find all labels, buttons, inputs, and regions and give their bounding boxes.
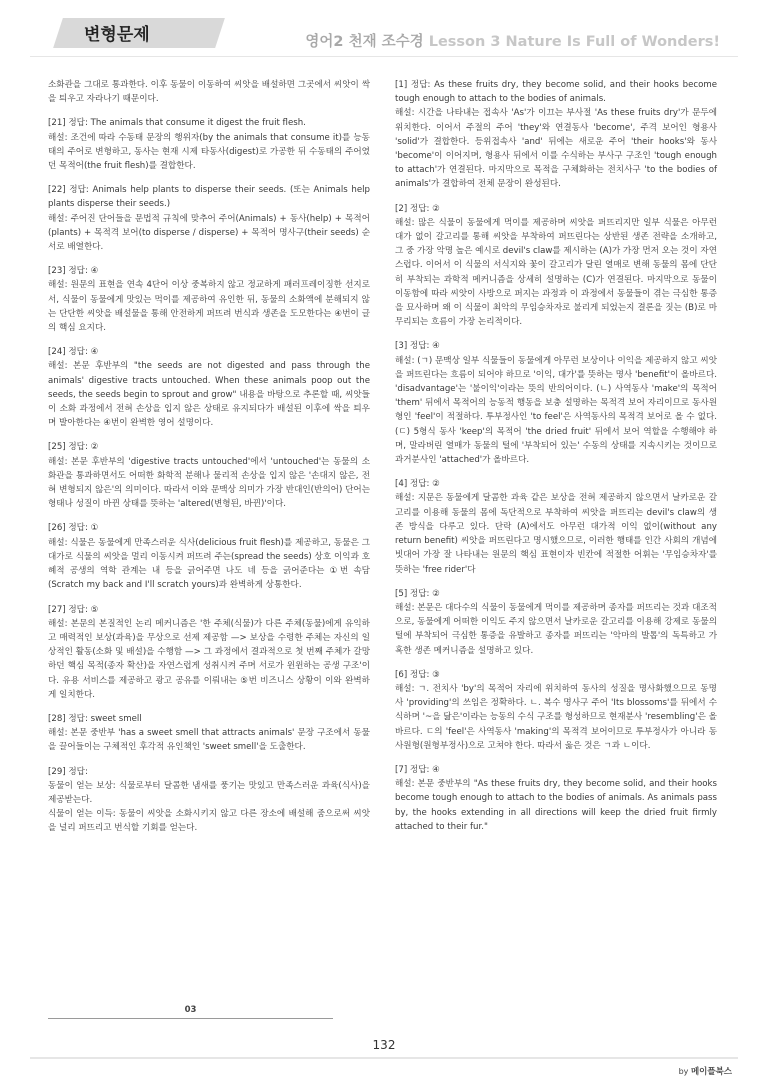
answer-block — [48, 521, 370, 592]
explanation-text: 동물이 얻는 보상: 식물로부터 달콤한 냄새를 풍기는 맛있고 만족스러운 과육(식사)을 제공받는다. — [48, 780, 370, 805]
answer-heading: [3] 정답: ④ — [395, 341, 440, 352]
explanation-text: 식물이 얻는 이득: 동물이 씨앗을 소화시키지 않고 다른 장소에 배설해 줌으로써 씨앗을 널리 퍼뜨리고 번식할 기회를 얻는다. — [48, 809, 370, 834]
answer-block — [48, 712, 370, 755]
course-title — [305, 30, 720, 51]
course-title-english: Lesson 3 Nature Is Full of Wonders! — [428, 34, 720, 50]
publisher-name: 메이플북스 — [690, 1067, 732, 1077]
explanation-text: 해설: 조건에 따라 수동태 문장의 행위자(by the animals that consume it)를 능동태의 주어로 변형하고, 동사는 현재 시제 타동사(digest)로 가공한 뒤 수동태의 주어였던 목적어(the fruit flesh)를 결합한다. — [48, 132, 370, 172]
explanation-text: 해설: 많은 식물이 동물에게 먹이를 제공하며 씨앗을 퍼뜨리지만 일부 식물은 아무런 대가 없이 갈고리를 통해 씨앗을 부착하여 퍼뜨린다는 상반된 생존 전략을 소개하고, 그 중 가장 악명 높은 예시로 devil's claw를 제시하는 (A)가 가장 먼저 오는 것이 자연스럽다. 이어서 이 식물의 서식지와 꽃이 갈고리가 달린 열매로 변해 동물의 몸에 단단히 부착되는 과학적 메커니즘을 상세히 설명하는 (C)가 연결된다. 마지막으로 동물이 이동함에 따라 씨앗이 사방으로 퍼지는 과정과 이 과정에서 동물들이 겪는 극심한 통증을 묘사하며 왜 이 식물이 최악의 무임승차자로 불리게 되었는지 결론을 짓는 (B)로 마무리되는 흐름이 가장 논리적이다. — [395, 217, 717, 328]
explanation-text: 해설: 본문 중반부의 "As these fruits dry, they become solid, and their hooks become tough enough to attach to the bodies of animals. As animals pass by, the hooks extending in all directions will keep the dried fruit firmly attached to their fur." — [395, 779, 717, 832]
answer-block — [48, 440, 370, 511]
answer-block — [48, 765, 370, 836]
section-page-footer — [48, 1004, 333, 1019]
explanation-text: 해설: 지문은 동물에게 달콤한 과육 같은 보상을 전혀 제공하지 않으면서 날카로운 갈고리를 이용해 동물의 몸에 독단적으로 부착하여 씨앗을 퍼뜨리는 devil's claw의 생존 방식을 다루고 있다. 단락 (A)에서도 아무런 대가적 이익 없이(without any return benefit) 씨앗을 퍼뜨린다고 명시했으므로, 이러한 행태를 인간 사회의 개념에 빗대어 가장 잘 나타내는 원문의 핵심 표현이자 빈칸에 적절한 어휘는 '무임승차자'를 뜻하는 'free rider'다 — [395, 493, 717, 575]
explanation-text: 해설: 주어진 단어들을 문법적 규칙에 맞추어 주어(Animals) + 동사(help) + 목적어(plants) + 목적격 보어(to disperse / disperse) + 목적어 명사구(their seeds) 순서로 배열한다. — [48, 213, 370, 253]
answer-heading: [25] 정답: ② — [48, 442, 99, 453]
answer-heading: [7] 정답: ④ — [395, 764, 440, 775]
page-number: 132 — [372, 1038, 396, 1052]
explanation-text: 해설: ㄱ. 전치사 'by'의 목적어 자리에 위치하여 동사의 성질을 명사화했으므로 동명사 'providing'의 쓰임은 정확하다. ㄴ. 복수 명사구 주어 'Its blossoms'를 뒤에서 수식하며 '~을 닮은'이라는 능동의 수식 구조를 형성하므로 현재분사 'resembling'은 올바르다. ㄷ의 'feel'은 사역동사 'making'의 목적격 보어이므로 투부정사가 아니라 동사원형(원형부정사)으로 고쳐야 한다. 따라서 옳은 것은 ㄱ과 ㄴ이다. — [395, 683, 717, 751]
answer-heading: [22] 정답: Animals help plants to disperse their seeds. (또는 Animals help plants disperse their seeds.) — [48, 185, 370, 210]
answer-block — [395, 339, 717, 467]
answer-block — [48, 183, 370, 254]
publisher-prefix: by — [678, 1067, 689, 1076]
answer-heading: [2] 정답: ② — [395, 203, 440, 214]
explanation-text: 해설: 본문 후반부의 'digestive tracts untouched'에서 'untouched'는 동물의 소화관을 통과하면서도 어떠한 화학적 분해나 물리적 손상을 입지 않은 '손대지 않은, 전혀 변형되지 않은'의 의미이다. 따라서 이와 문맥상 의미가 가장 반대인(반의어) 단어는 형태나 성질이 바뀐 상태를 뜻하는 'altered(변형된, 바뀐)'이다. — [48, 456, 370, 510]
publisher-credit — [679, 1065, 732, 1077]
answer-heading: [26] 정답: ① — [48, 523, 99, 534]
answer-heading: [23] 정답: ④ — [48, 266, 99, 277]
answer-block — [395, 477, 717, 576]
explanation-text: 해설: (ㄱ) 문맥상 일부 식물들이 동물에게 아무런 보상이나 이익을 제공하지 않고 씨앗을 퍼뜨린다는 흐름이 되어야 하므로 '이익, 대가'를 뜻하는 명사 'benefit'이 올바르다. 'disadvantage'는 '불이익'이라는 뜻의 반의어이다. (ㄴ) 사역동사 'make'의 목적어 'them' 뒤에서 목적어의 능동적 행동을 보충 설명하는 목적격 보어 자리이므로 동사원형인 'feel'이 적절하다. 투부정사인 'to feel'은 사역동사의 목적격 보어로 올 수 없다. (ㄷ) 5형식 동사 'keep'의 목적어 'the dried fruit' 뒤에서 보어 역할을 수행해야 하며, 말라버린 열매가 동물의 털에 '부착되어 있는' 수동의 상태를 지속시키는 것이므로 과거분사인 'attached'가 올바르다. — [395, 355, 717, 466]
answer-heading: 소화관을 그대로 통과한다. 이후 동물이 이동하여 씨앗을 배설하면 그곳에서 씨앗이 싹을 틔우고 자라나기 때문이다. — [48, 80, 370, 105]
answer-block — [395, 202, 717, 330]
right-column — [395, 78, 717, 844]
footer-divider — [30, 1057, 738, 1059]
answer-block — [48, 345, 370, 430]
section-page-number: 03 — [184, 1005, 197, 1015]
answer-block — [395, 763, 717, 834]
header-divider — [30, 56, 738, 57]
explanation-text: 해설: 본문은 대다수의 식물이 동물에게 먹이를 제공하며 종자를 퍼뜨리는 것과 대조적으로, 동물에게 어떠한 이익도 주지 않으면서 날카로운 갈고리를 이용해 강제로 동물의 털에 부착되어 극심한 통증을 유발하고 종자를 퍼뜨리는 '악마의 발톱'의 독특하고 가혹한 생존 메커니즘을 설명하고 있다. — [395, 602, 717, 656]
answer-heading: [6] 정답: ③ — [395, 669, 440, 680]
answer-heading: [29] 정답: — [48, 766, 88, 777]
course-title-korean: 영어2 천재 조수경 — [305, 34, 424, 50]
answer-heading: [28] 정답: sweet smell — [48, 713, 142, 724]
answer-block — [48, 116, 370, 173]
answer-heading: [24] 정답: ④ — [48, 347, 99, 358]
answer-heading: [21] 정답: The animals that consume it digest the fruit flesh. — [48, 118, 306, 129]
explanation-text: 해설: 본문 후반부의 "the seeds are not digested and pass through the animals' digestive tracts untouched. When these animals poop out the seeds, the seeds begin to sprout and grow" 내용을 바탕으로 추론할 때, 씨앗들이 소화 과정에서 전혀 손상을 입지 않은 상태로 유지되다가 배설된 이후에 싹을 틔우며 발아한다는 ④번이 완벽한 영어 설명이다. — [48, 361, 370, 429]
answer-heading: [27] 정답: ⑤ — [48, 604, 99, 615]
answer-heading: [1] 정답: As these fruits dry, they become solid, and their hooks become tough enough to attach to the bodies of animals. — [395, 80, 717, 105]
answer-heading: [5] 정답: ② — [395, 588, 440, 599]
section-label: 변형문제 — [84, 25, 150, 45]
answer-block — [48, 603, 370, 702]
answer-block — [48, 78, 370, 106]
explanation-text: 해설: 식물은 동물에게 만족스러운 식사(delicious fruit flesh)를 제공하고, 동물은 그 대가로 식물의 씨앗을 멀리 이동시켜 퍼뜨려 주는(spread the seeds) 상호 이익과 호혜적 공생의 역학 관계는 내 등을 긁어주면 나도 네 등을 긁어준다는 ①번 속담(Scratch my back and I'll scratch yours)과 완벽하게 상통한다. — [48, 537, 370, 591]
explanation-text: 해설: 본문 중반부 'has a sweet smell that attracts animals' 문장 구조에서 동물을 끌어들이는 구체적인 후각적 유인책인 'sweet smell'을 도출한다. — [48, 728, 370, 753]
explanation-text: 해설: 본문의 본질적인 논리 메커니즘은 '한 주체(식물)가 다른 주체(동물)에게 유익하고 매력적인 보상(과육)을 무상으로 선제 제공함 —> 보상을 수령한 주체는 자신의 일상적인 활동(소화 및 배설)을 수행함 —> 그 과정에서 결과적으로 첫 번째 주체가 갈망하던 핵심 목적(종자 확산)을 자연스럽게 성취시켜 주며 서로가 윈윈하는 공생 구조'이다. 유용 서비스를 제공하고 광고 공유를 이뤄내는 ⑤번 비즈니스 상황이 이와 완벽하게 일치한다. — [48, 618, 370, 700]
page-header — [0, 0, 768, 62]
answer-block — [395, 668, 717, 753]
explanation-text: 해설: 시간을 나타내는 접속사 'As'가 이끄는 부사절 'As these fruits dry'가 문두에 위치한다. 이어서 주절의 주어 'they'와 연결동사 'become', 주격 보어인 형용사 'solid'가 결합한다. 등위접속사 'and' 뒤에는 새로운 주어 'their hooks'와 동사 'become'이 이어지며, 형용사 뒤에서 이를 수식하는 부사구 구조인 'tough enough to attach'가 연결된다. 마지막으로 목적을 구체화하는 전치사구 'to the bodies of animals'가 결합하여 전체 문장이 완성된다. — [395, 108, 717, 190]
answer-heading: [4] 정답: ② — [395, 479, 440, 490]
answer-block — [395, 78, 717, 192]
left-column — [48, 78, 370, 846]
explanation-text: 해설: 원문의 표현을 연속 4단어 이상 중복하지 않고 정교하게 패러프레이징한 선지로서, 식물이 동물에게 맛있는 먹이를 제공하여 유인한 뒤, 동물의 소화액에 분해되지 않는 단단한 씨앗을 배설물을 통해 안전하게 퍼뜨려 번식과 생존을 도모한다는 ④번이 글의 핵심 요지다. — [48, 280, 370, 334]
answer-block — [48, 264, 370, 335]
answer-block — [395, 587, 717, 658]
